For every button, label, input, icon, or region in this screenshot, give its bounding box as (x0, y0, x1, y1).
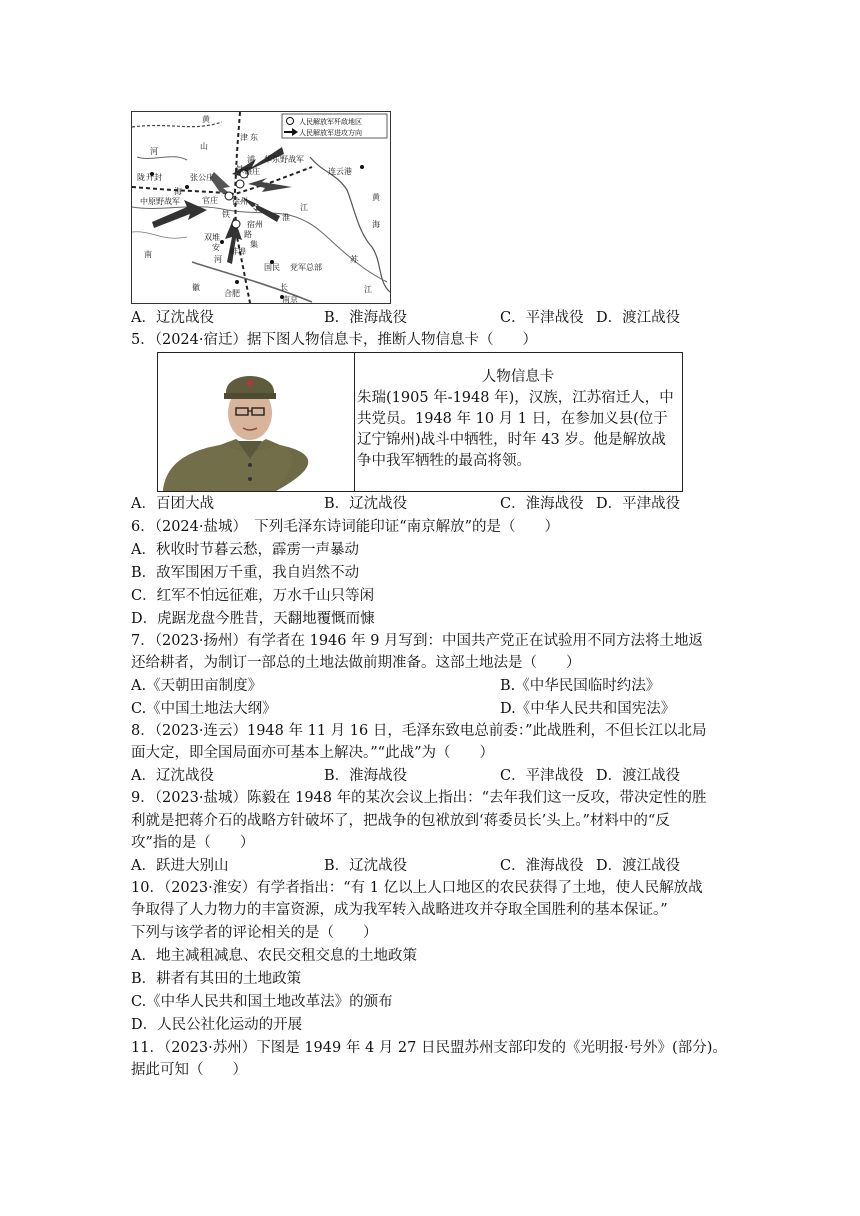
q9-stem-1: 9．（2023·盐城）陈毅在 1948 年的某次会议上指出：“去年我们这一反攻，带决定性的胜 (131, 790, 707, 806)
map-label: 长 (280, 283, 288, 292)
map-label: 苏 (350, 255, 358, 264)
q9-option-a: A．跃进大别山 (131, 858, 229, 874)
q9-option-c: C．淮海战役 (500, 858, 584, 874)
map-label: 山 (200, 142, 208, 151)
q4-option-c: C．平津战役 (500, 310, 584, 326)
q10-option-c: C.《中华人民共和国土地改革法》的颁布 (131, 994, 393, 1010)
map-label: 张公庄 (190, 173, 214, 182)
q7-stem-2: 还给耕者，为制订一部总的土地法做前期准备。这部土地法是（ ） (131, 655, 581, 671)
card-line: 争中我军牺牲的最高将领。 (357, 453, 531, 469)
q10-option-b: B．耕者有其田的土地政策 (131, 971, 302, 987)
map-label: 党军总部 (290, 263, 322, 272)
map-label: 河 (150, 147, 158, 156)
q8-stem-1: 8．（2023·连云）1948 年 11 月 16 日，毛泽东致电总前委：”此战胜利，不但长江以北局 (131, 723, 707, 739)
map-label: 华东野战军 (264, 155, 304, 164)
q5-option-b: B．辽沈战役 (324, 496, 408, 512)
q11-stem-1: 11．（2023·苏州）下图是 1949 年 4 月 27 日民盟苏州支部印发的《光明报·号外》(部分)。 (131, 1040, 727, 1056)
q8-option-a: A．辽沈战役 (131, 768, 214, 784)
q5-option-a: A．百团大战 (131, 496, 214, 512)
card-text (357, 367, 679, 472)
q9-stem-2: 利就是把蒋介石的战略方针破坏了，把战争的包袱放到‘蒋委员长’头上。”材料中的“反 (131, 813, 670, 829)
q8-stem-2: 面大定，即全国局面亦可基本上解决。”“此战”为（ ） (131, 745, 494, 761)
q7-option-c: C.《中国土地法大纲》 (131, 701, 277, 717)
map-label: 浦 (247, 155, 255, 164)
map-label: 官庄 (202, 196, 218, 205)
map-label: 集 (250, 240, 258, 249)
map-label: 宿州 (247, 220, 263, 229)
map-label: 路 (244, 230, 252, 239)
q10-option-d: D．人民公社化运动的开展 (131, 1017, 303, 1033)
q4-option-b: B．淮海战役 (324, 310, 408, 326)
map-legend-2: 人民解放军进攻方向 (299, 129, 362, 137)
map-label: 徐州 (232, 197, 248, 206)
map-label: 海 (174, 187, 182, 196)
q5-option-c: C．淮海战役 (500, 496, 584, 512)
q6-option-a: A．秋收时节暮云愁，霹雳一声暴动 (131, 542, 359, 558)
map-label: 国民 (264, 263, 280, 272)
map-label: 河 (214, 255, 222, 264)
map-label: 海 (372, 220, 380, 229)
q6-option-c: C．红军不怕远征难，万水千山只等闲 (131, 588, 375, 604)
map-label: 合肥 (224, 289, 240, 298)
map-label: 徽 (192, 283, 200, 292)
q5-option-d: D．平津战役 (596, 496, 681, 512)
map-label: 黄 (372, 193, 380, 202)
map-label: 开封 (146, 173, 162, 182)
map-label: 津 (240, 133, 248, 142)
map-label: 双堆 (204, 233, 220, 242)
q9-stem-3: 攻”指的是（ ） (131, 835, 255, 851)
q8-option-d: D．渡江战役 (596, 768, 681, 784)
q10-stem-3: 下列与该学者的评论相关的是（ ） (131, 925, 378, 941)
map-label: 南京 (282, 295, 298, 303)
q8-option-b: B．淮海战役 (324, 768, 408, 784)
person-info-card (157, 352, 683, 492)
q4-option-d: D．渡江战役 (596, 310, 681, 326)
map-label: 陇 (137, 173, 145, 182)
q6-option-b: B．敌军围困万千重，我自岿然不动 (131, 565, 360, 581)
map-label: 铁 (222, 210, 230, 219)
q9-option-d: D．渡江战役 (596, 858, 681, 874)
card-line: 朱瑞(1905 年-1948 年)，汉族，江苏宿迁人，中 (357, 390, 674, 406)
q7-option-d: D.《中华人民共和国宪法》 (500, 701, 676, 717)
map-label: 中原野战军 (140, 197, 180, 206)
huaihai-campaign-map (131, 111, 391, 304)
card-title: 人物信息卡 (481, 369, 555, 385)
map-label: 连云港 (328, 167, 352, 176)
q10-option-a: A．地主减租减息、农民交租交息的土地政策 (131, 948, 417, 964)
q7-option-b: B.《中华民国临时约法》 (500, 678, 661, 694)
q6-option-d: D．虎踞龙盘今胜昔，天翻地覆慨而慷 (131, 611, 375, 627)
card-line: 共党员。1948 年 10 月 1 日，在参加义县(位于 (357, 411, 668, 427)
map-label: 黄 (202, 115, 210, 124)
q6-stem: 6．（2024·盐城） 下列毛泽东诗词能印证“南京解放”的是（ ） (131, 519, 560, 535)
map-label: 碾庄 (244, 167, 260, 176)
q7-stem-1: 7．（2023·扬州）有学者在 1946 年 9 月写到：中国共产党正在试验用不同方法将土地返 (131, 633, 704, 649)
q8-option-c: C．平津战役 (500, 768, 584, 784)
q4-option-a: A．辽沈战役 (131, 310, 214, 326)
map-label: 淮 (282, 213, 290, 222)
card-line: 辽宁锦州)战斗中牺牲，时年 43 岁。他是解放战 (357, 432, 666, 448)
q10-stem-1: 10．（2023·淮安）有学者指出：“有 1 亿以上人口地区的农民获得了土地，使人民解放战 (131, 880, 703, 896)
map-legend-1: 人民解放军歼敌地区 (299, 118, 362, 126)
map-label: 蚌埠 (230, 247, 246, 256)
map-label: 铁 (236, 165, 244, 174)
q9-option-b: B．辽沈战役 (324, 858, 408, 874)
q7-option-a: A.《天朝田亩制度》 (131, 678, 263, 694)
map-label: 南 (144, 250, 152, 259)
map-label: 江 (300, 203, 308, 212)
portrait-photo (158, 353, 355, 491)
map-label: 安 (212, 243, 220, 252)
map-label: 东 (250, 133, 258, 142)
q5-stem: 5．（2024·宿迁）据下图人物信息卡，推断人物信息卡（ ） (131, 332, 537, 348)
q10-stem-2: 争取得了人力物力的丰富资源，成为我军转入战略进攻并夺取全国胜利的基本保证。” (131, 902, 668, 918)
q11-stem-2: 据此可知（ ） (131, 1062, 247, 1078)
map-label: 江 (364, 285, 372, 294)
